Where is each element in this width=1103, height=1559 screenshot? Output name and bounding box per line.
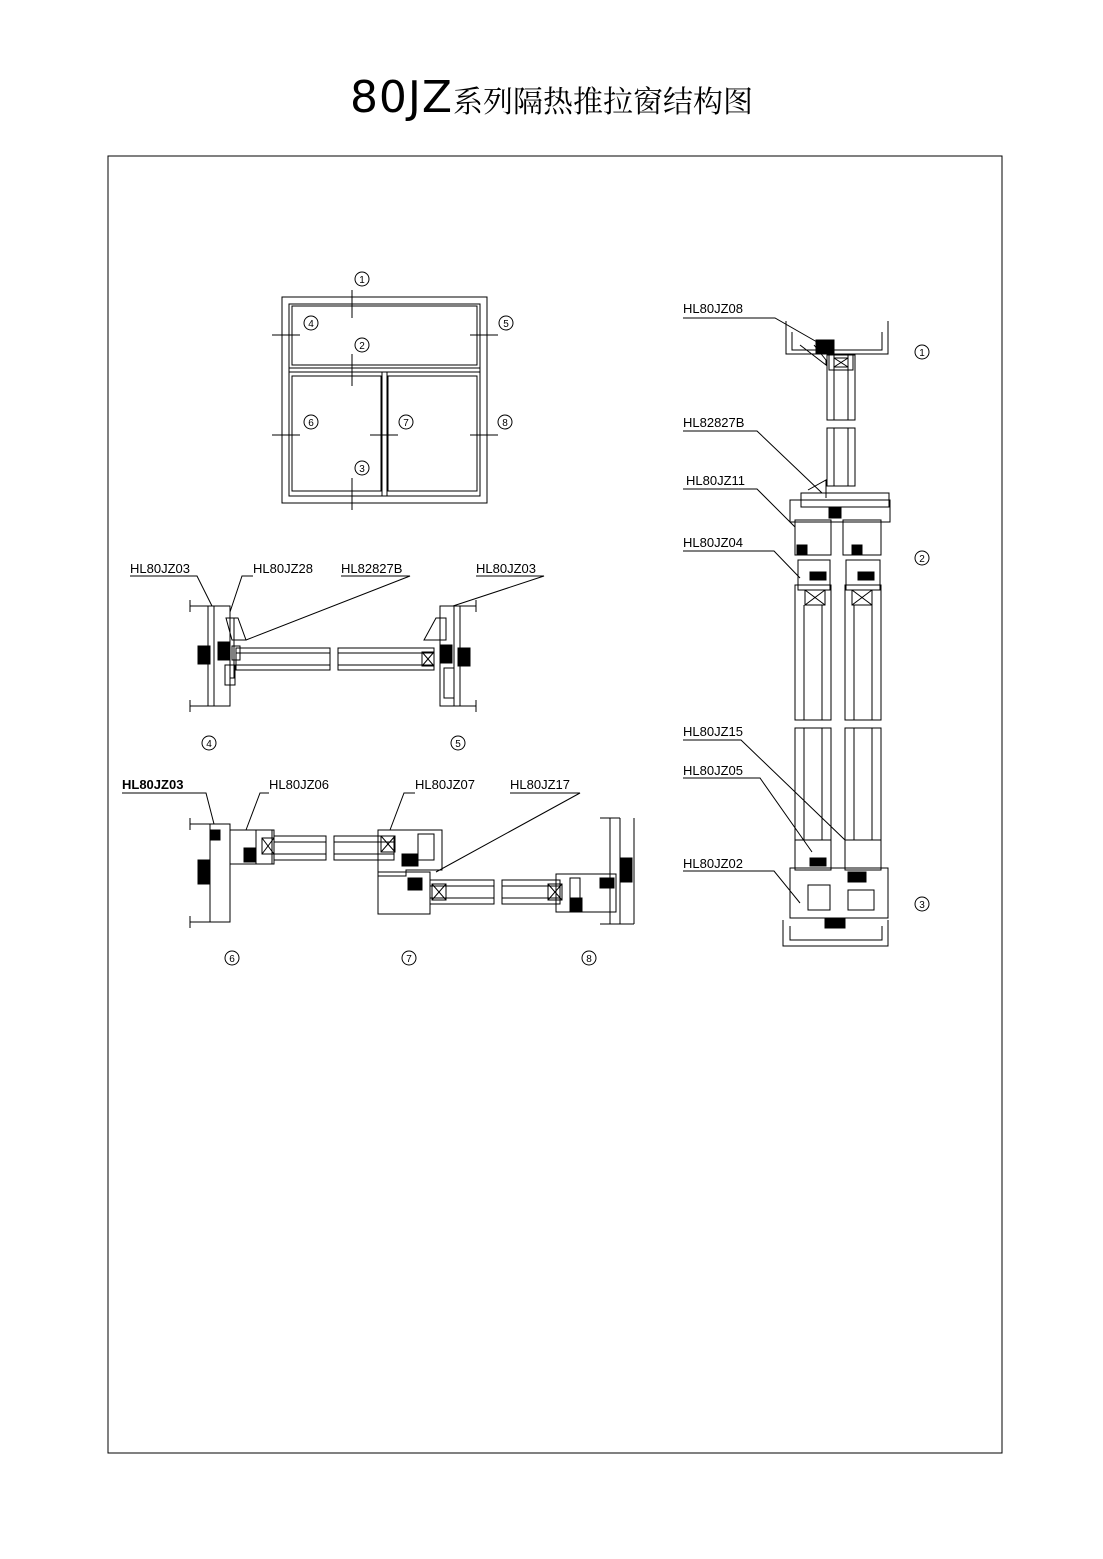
label-hl80jz03-sec6: HL80JZ03 [122,777,184,792]
elev-mark-7: 7 [403,418,409,429]
section-mark-6: 6 [229,954,235,965]
vertical-section [683,318,929,946]
label-hl80jz03-sec5: HL80JZ03 [476,561,536,576]
label-hl80jz06: HL80JZ06 [269,777,329,792]
label-hl80jz08: HL80JZ08 [683,301,743,316]
label-hl80jz11: HL80JZ11 [686,473,746,488]
title-series-code: 80JZ [349,72,454,123]
section-mark-1: 1 [919,348,925,359]
elev-mark-1: 1 [359,275,365,286]
label-hl80jz17: HL80JZ17 [510,777,570,792]
label-hl80jz28: HL80JZ28 [253,561,313,576]
section-mark-3: 3 [919,900,925,911]
label-hl82827b-vertical: HL82827B [683,415,745,430]
title-text: 系列隔热推拉窗结构图 [453,85,754,120]
label-hl80jz07: HL80JZ07 [415,777,475,792]
window-elevation [272,272,513,510]
label-hl80jz02: HL80JZ02 [683,856,743,871]
section-mark-5: 5 [455,739,461,750]
elev-mark-2: 2 [359,341,365,352]
section-mark-2: 2 [919,554,925,565]
section-mark-7: 7 [406,954,412,965]
section-mark-8: 8 [586,954,592,965]
elev-mark-6: 6 [308,418,314,429]
label-hl82827b-horizontal: HL82827B [341,561,403,576]
section-mark-4: 4 [206,739,212,750]
label-hl80jz04: HL80JZ04 [683,535,743,550]
label-hl80jz03-sec4: HL80JZ03 [130,561,190,576]
elev-mark-5: 5 [503,319,509,330]
elev-mark-3: 3 [359,464,365,475]
sheet-border [108,156,1002,1453]
elev-mark-4: 4 [308,319,314,330]
sections-6-7-8 [122,793,634,965]
label-hl80jz05: HL80JZ05 [683,763,743,778]
elev-mark-8: 8 [502,418,508,429]
sections-4-5 [130,576,544,750]
label-hl80jz15: HL80JZ15 [683,724,743,739]
